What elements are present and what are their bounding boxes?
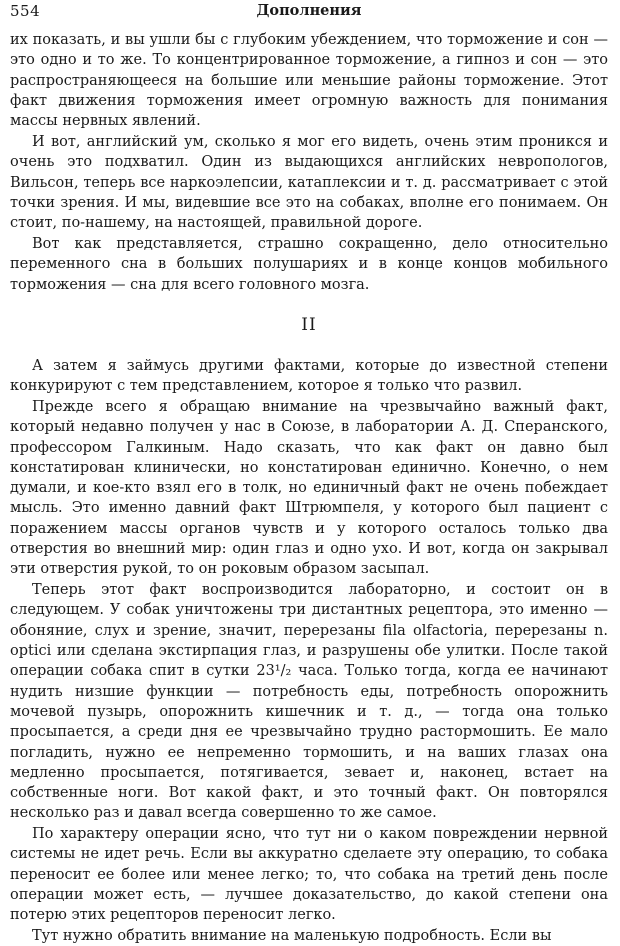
text-block-part2	[10, 356, 608, 946]
paragraph-truncated: Тут нужно обратить внимание на маленькую подробность. Если вы	[32, 928, 552, 945]
page-number: 554	[10, 2, 41, 20]
paragraph: По характеру операции ясно, что тут ни о каком повреждении нервной системы не идет речь. Если вы аккуратно сделаете эту операцию, то собака переносит ее более или менее легко; то, что собака на третий день после операции может есть, — лучшее доказательство, до какой степени она потерю этих рецепторов переносит легко.	[10, 826, 608, 924]
paragraph: Вот как представляется, страшно сокращенно, дело относительно переменного сна в больших полушариях и в конце концов мобильного торможения — сна для всего головного мозга.	[10, 235, 608, 293]
paragraph: И вот, английский ум, сколько я мог его видеть, очень этим проникся и очень это подхватил. Один из выдающихся английских невропологов, Вильсон, теперь все наркоэлепсии, катаплексии и т. д. рассматривает с этой точки зрения. И мы, видевшие все это на собаках, вполне его понимаем. Он стоит, по-нашему, на настоящей, правильной дороге.	[10, 133, 608, 232]
paragraph-continuation: их показать, и вы ушли бы с глубоким убеждением, что торможение и сон — это одно и то же. То концентрированное торможение, а гипноз и сон — это распространяющееся на большие или меньшие районы торможение. Этот факт движения торможения имеет огромную важность для понимания массы нервных явлений.	[10, 32, 608, 130]
section-numeral: II	[301, 314, 317, 335]
paragraph: Прежде всего я обращаю внимание на чрезвычайно важный факт, который недавно получен у нас в Союзе, в лаборатории А. Д. Сперанского, профессором Галкиным. Надо сказать, что как факт он давно был констатирован клинически, но констатирован единично. Конечно, о нем думали, и кое-кто взял его в толк, но единичный факт не очень побеждает мысль. Это именно давний факт Штрюмпеля, у которого был пациент с поражением массы органов чувств и у которого осталось только два отверстия во внешний мир: один глаз и одно ухо. И вот, когда он закрывал эти отверстия рукой, то он роковым образом засыпал.	[10, 398, 608, 578]
running-head	[10, 2, 608, 24]
running-title: Дополнения	[256, 2, 362, 19]
paragraph: Теперь этот факт воспроизводится лабораторно, и состоит он в следующем. У собак уничтожены три дистантных рецептора, это именно — обоняние, слух и зрение, значит, перерезаны fila olfactoria, перерезаны n. optici или сделана экстирпация глаз, и разрушены обе улитки. После такой операции собака спит в сутки 23¹/₂ часа. Только тогда, когда ее начинают нудить низшие функции — потребность еды, потребность опорожнить мочевой пузырь, опорожнить кишечник и т. д., — тогда она только просыпается, а среди дня ее чрезвычайно трудно растормошить. Ее мало погладить, нужно ее непременно тормошить, и на ваших глазах она медленно просыпается, потягивается, зевает и, наконец, встает на собственные ноги. Вот какой факт, и это точный факт. Он повторялся несколько раз и давал всегда совершенно то же самое.	[10, 582, 608, 822]
text-block-part1	[10, 30, 608, 295]
paragraph: А затем я займусь другими фактами, которые до известной степени конкурируют с тем представлением, которое я только что развил.	[10, 357, 608, 395]
